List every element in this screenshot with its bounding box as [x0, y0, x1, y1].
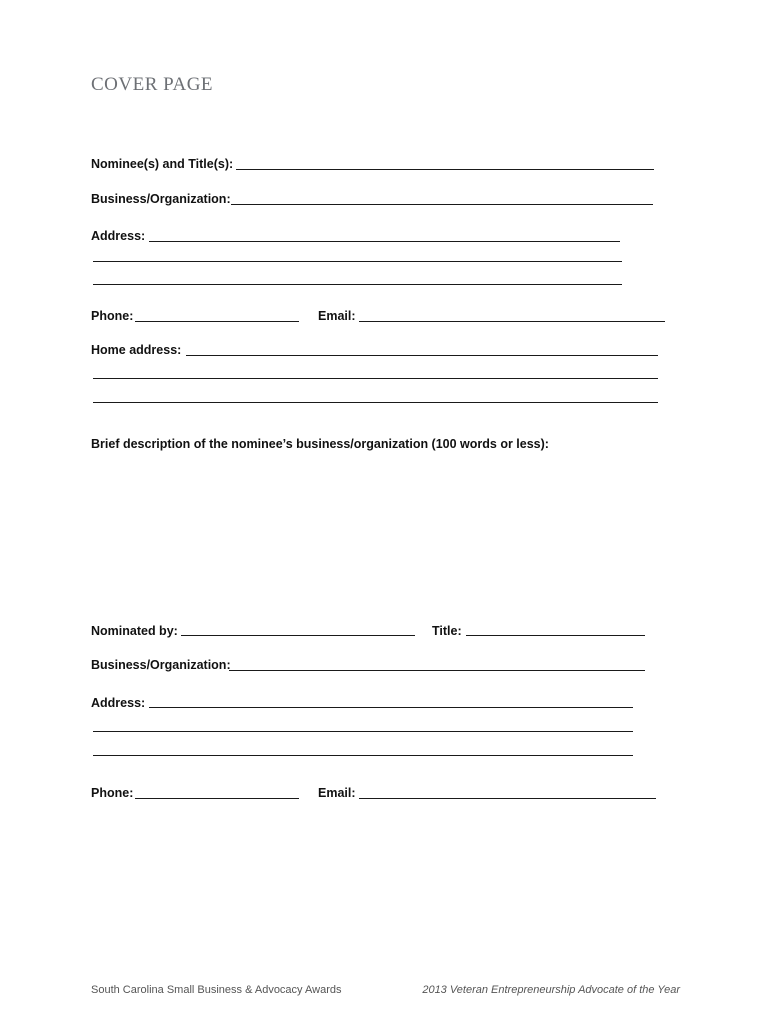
nominator-address-label: Address:: [91, 696, 146, 710]
nominator-email-label: Email:: [318, 786, 356, 800]
nominated-by-label: Nominated by:: [91, 624, 178, 638]
nominator-address-field-1[interactable]: [149, 707, 633, 708]
nominee-business-field[interactable]: [231, 204, 653, 205]
nominees-label: Nominee(s) and Title(s):: [91, 157, 234, 171]
nominee-phone-label: Phone:: [91, 309, 134, 323]
nominator-phone-label: Phone:: [91, 786, 134, 800]
nominee-email-label: Email:: [318, 309, 356, 323]
description-area[interactable]: [91, 460, 661, 610]
nominator-phone-field[interactable]: [135, 798, 299, 799]
nominee-business-label: Business/Organization:: [91, 192, 231, 206]
nominator-title-field[interactable]: [466, 635, 645, 636]
nominee-address-label: Address:: [91, 229, 146, 243]
footer-left: South Carolina Small Business & Advocacy Awards: [91, 984, 342, 996]
nominee-email-field[interactable]: [359, 321, 665, 322]
page-title: COVER PAGE: [91, 74, 214, 95]
nominator-title-label: Title:: [432, 624, 462, 638]
nominee-address-field-3[interactable]: [93, 284, 622, 285]
nominee-address-field-1[interactable]: [149, 241, 620, 242]
home-address-field-1[interactable]: [186, 355, 658, 356]
nominated-by-field[interactable]: [181, 635, 415, 636]
nominator-business-label: Business/Organization:: [91, 658, 231, 672]
description-prompt: Brief description of the nominee’s business/organization (100 words or less):: [91, 437, 549, 451]
nominee-address-field-2[interactable]: [93, 261, 622, 262]
nominator-address-field-3[interactable]: [93, 755, 633, 756]
nominator-email-field[interactable]: [359, 798, 656, 799]
home-address-label: Home address:: [91, 343, 182, 357]
nominee-phone-field[interactable]: [135, 321, 299, 322]
nominator-address-field-2[interactable]: [93, 731, 633, 732]
nominees-field[interactable]: [236, 169, 654, 170]
nominator-business-field[interactable]: [229, 670, 645, 671]
home-address-field-2[interactable]: [93, 378, 658, 379]
home-address-field-3[interactable]: [93, 402, 658, 403]
footer-right: 2013 Veteran Entrepreneurship Advocate of the Year: [422, 984, 680, 996]
